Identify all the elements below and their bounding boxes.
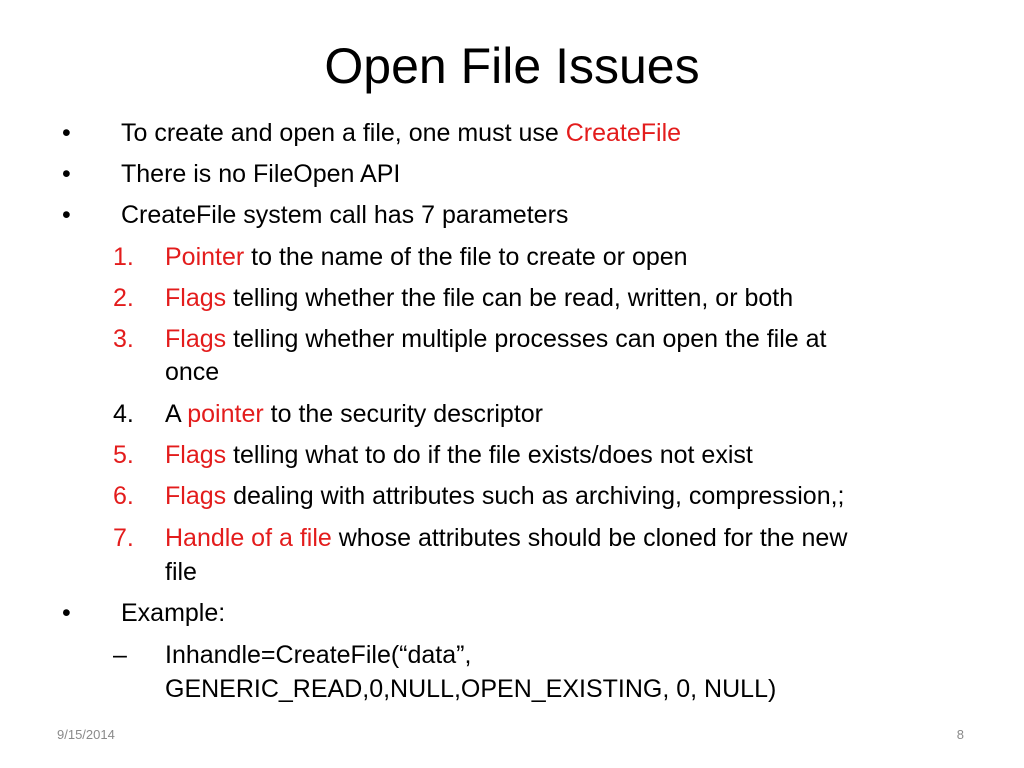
slide-title: Open File Issues xyxy=(324,38,700,94)
parameter-highlight: Flags xyxy=(165,441,227,469)
parameter-text: telling what to do if the file exists/does not exist xyxy=(226,441,753,469)
bullet-marker: • xyxy=(62,160,71,188)
parameter-highlight: Handle of a file xyxy=(165,524,332,552)
bullet-text: There is no FileOpen API xyxy=(121,160,401,188)
parameter-number: 3. xyxy=(113,325,134,353)
parameter-item-7 xyxy=(165,521,847,555)
parameter-lead: A xyxy=(165,400,188,428)
parameter-text: whose attributes should be cloned for the new xyxy=(331,524,848,552)
example-code-line-2: GENERIC_READ,0,NULL,OPEN_EXISTING, 0, NULL) xyxy=(165,675,777,703)
parameter-number: 2. xyxy=(113,284,134,312)
parameter-number: 4. xyxy=(113,400,134,428)
parameter-item-2 xyxy=(165,281,793,315)
parameter-text: dealing with attributes such as archiving, compression,; xyxy=(226,482,845,510)
footer-date: 9/15/2014 xyxy=(57,727,115,742)
parameter-highlight: Flags xyxy=(165,482,227,510)
parameter-number: 7. xyxy=(113,524,134,552)
parameter-number: 5. xyxy=(113,441,134,469)
bullet-item-no-fileopen xyxy=(121,157,400,191)
parameter-text: telling whether multiple processes can open the file at xyxy=(226,325,827,353)
parameter-item-7-continuation: file xyxy=(165,558,197,586)
parameter-number: 1. xyxy=(113,243,134,271)
footer-page-number: 8 xyxy=(956,727,964,742)
parameter-highlight: pointer xyxy=(187,400,264,428)
parameter-item-4 xyxy=(165,397,543,431)
parameter-text: telling whether the file can be read, written, or both xyxy=(226,284,794,312)
parameter-highlight: Flags xyxy=(165,325,227,353)
bullet-text: CreateFile system call has 7 parameters xyxy=(121,201,569,229)
parameter-item-5 xyxy=(165,438,753,472)
parameter-item-3 xyxy=(165,322,826,356)
bullet-item-createfile xyxy=(121,116,681,150)
parameter-item-6 xyxy=(165,479,845,513)
parameter-number: 6. xyxy=(113,482,134,510)
bullet-text: To create and open a file, one must use xyxy=(121,119,566,147)
parameter-item-3-continuation: once xyxy=(165,358,220,386)
example-label: Example: xyxy=(121,599,226,627)
example-code-line-1: Inhandle=CreateFile(“data”, xyxy=(165,641,472,669)
createfile-highlight: CreateFile xyxy=(565,119,682,147)
bullet-marker: • xyxy=(62,599,71,627)
parameter-text: to the name of the file to create or open xyxy=(244,243,688,271)
parameter-text: to the security descriptor xyxy=(263,400,543,428)
bullet-item-parameters xyxy=(121,198,568,232)
parameter-item-1 xyxy=(165,240,688,274)
dash-marker: – xyxy=(113,641,127,669)
parameter-highlight: Flags xyxy=(165,284,227,312)
bullet-marker: • xyxy=(62,119,71,147)
bullet-marker: • xyxy=(62,201,71,229)
parameter-highlight: Pointer xyxy=(165,243,245,271)
